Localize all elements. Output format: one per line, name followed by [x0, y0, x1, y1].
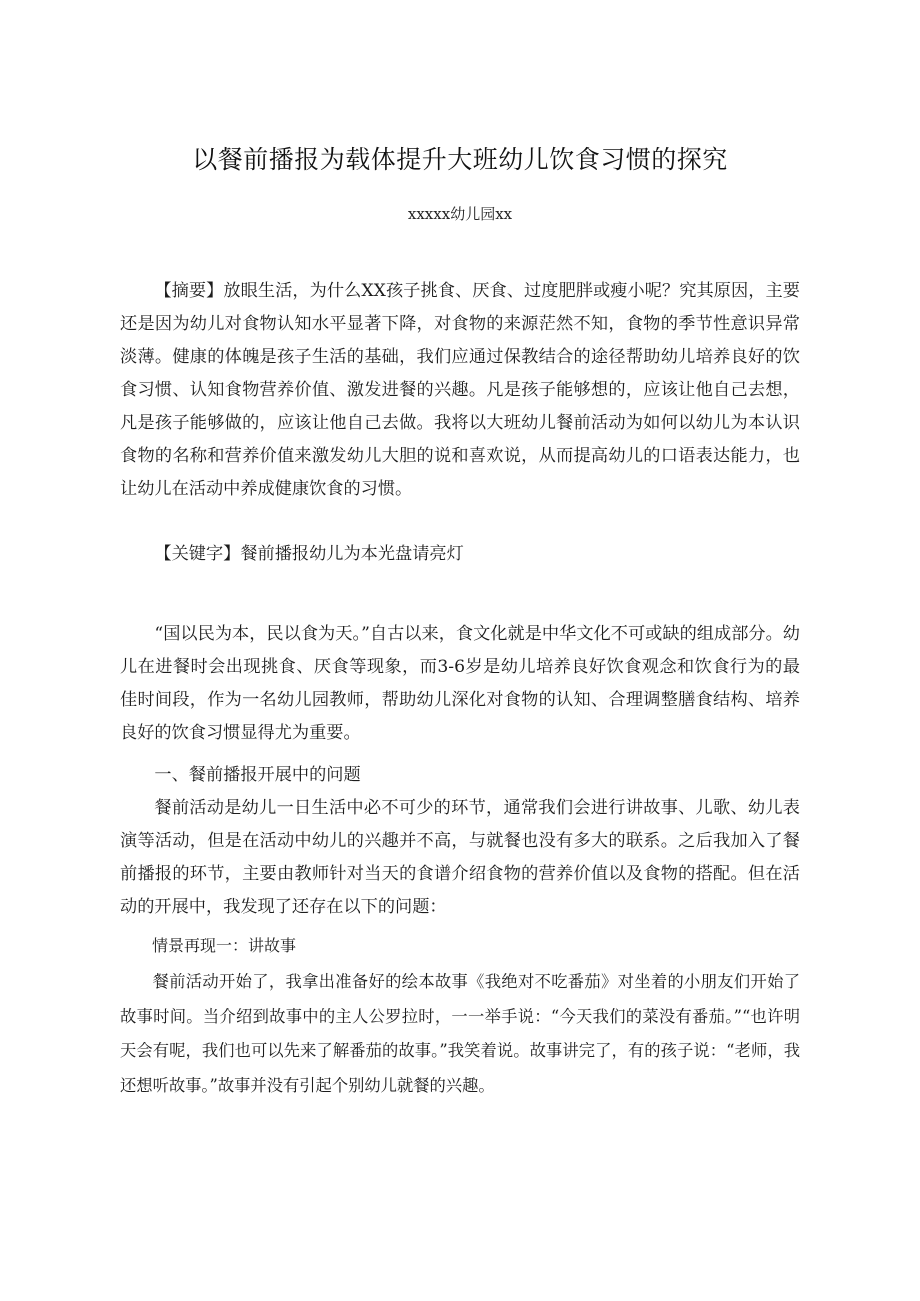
- abstract-section: [120, 275, 800, 506]
- scene-body-block: [120, 965, 800, 1103]
- scene-body-paragraph: 餐前活动开始了，我拿出准备好的绘本故事《我绝对不吃番茄》对坐着的小朋友们开始了故事时间。当介绍到故事中的主人公罗拉时，一一举手说：“今天我们的菜没有番茄。”“也许明天会有呢，我们也可以先来了解番茄的故事。”我笑着说。故事讲完了，有的孩子说：“老师，我还想听故事。”故事并没有引起个别幼儿就餐的兴趣。: [120, 972, 800, 1095]
- section-body-block: [120, 792, 800, 924]
- keywords-paragraph: 【关键字】餐前播报幼儿为本光盘请亮灯: [154, 544, 464, 564]
- keywords-section: [120, 538, 800, 571]
- intro-section: [120, 618, 800, 750]
- scene-title: 情景再现一：讲故事: [152, 936, 297, 955]
- intro-paragraph: “国以民为本，民以食为天。”自古以来，食文化就是中华文化不可或缺的组成部分。幼儿在进餐时会出现挑食、厌食等现象，而3-6岁是幼儿培养良好饮食观念和饮食行为的最佳时间段，作为一名幼儿园教师，帮助幼儿深化对食物的认知、合理调整膳食结构、培养良好的饮食习惯显得尤为重要。: [120, 624, 800, 743]
- author-line: xxxxx幼儿园xx: [407, 205, 513, 223]
- section-body-paragraph: 餐前活动是幼儿一日生活中必不可少的环节，通常我们会进行讲故事、儿歌、幼儿表演等活动，但是在活动中幼儿的兴趣并不高，与就餐也没有多大的联系。之后我加入了餐前播报的环节，主要由教师针对当天的食谱介绍食物的营养价值以及食物的搭配。但在活动的开展中，我发现了还存在以下的问题：: [120, 798, 800, 917]
- section-heading-block: [120, 759, 800, 792]
- abstract-paragraph: 【摘要】放眼生活，为什么XX孩子挑食、厌食、过度肥胖或瘦小呢？究其原因，主要还是因为幼儿对食物认知水平显著下降，对食物的来源茫然不知，食物的季节性意识异常淡薄。健康的体魄是孩子生活的基础，我们应通过保教结合的途径帮助幼儿培养良好的饮食习惯、认知食物营养价值、激发进餐的兴趣。凡是孩子能够想的，应该让他自己去想，凡是孩子能够做的，应该让他自己去做。我将以大班幼儿餐前活动为如何以幼儿为本认识食物的名称和营养价值来激发幼儿大胆的说和喜欢说，从而提高幼儿的口语表达能力，也让幼儿在活动中养成健康饮食的习惯。: [120, 281, 800, 499]
- document-title: 以餐前播报为载体提升大班幼儿饮食习惯的探究: [192, 145, 728, 174]
- section-heading: 一、餐前播报开展中的问题: [154, 765, 361, 785]
